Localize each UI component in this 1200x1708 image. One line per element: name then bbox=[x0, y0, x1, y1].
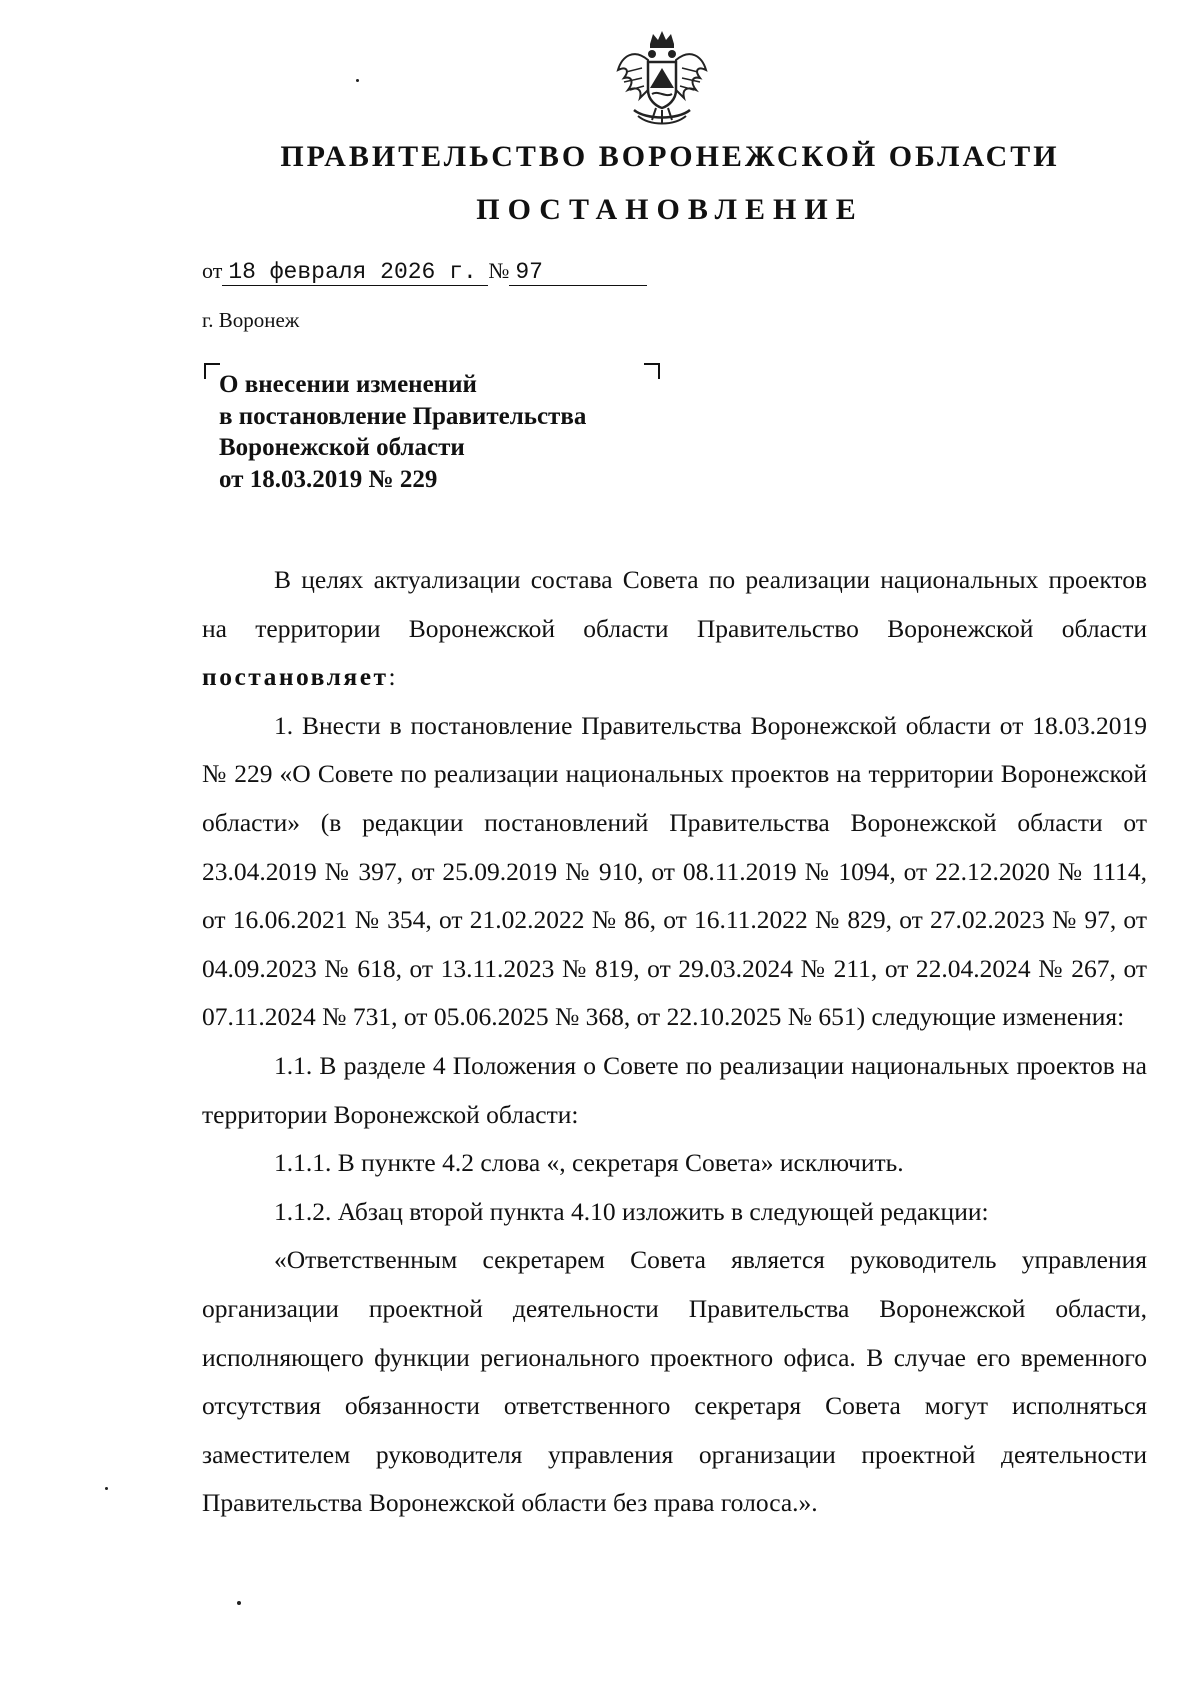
subject-corner-mark bbox=[204, 363, 220, 379]
preamble-paragraph bbox=[202, 556, 1147, 702]
scan-speck bbox=[105, 1487, 108, 1490]
city: г. Воронеж bbox=[202, 308, 300, 332]
resolves-word: постановляет bbox=[202, 662, 389, 692]
document-body bbox=[202, 556, 1147, 1528]
scan-speck bbox=[356, 79, 359, 82]
government-title: ПРАВИТЕЛЬСТВО ВОРОНЕЖСКОЙ ОБЛАСТИ bbox=[280, 140, 1060, 173]
subject-line: Воронежской области bbox=[219, 434, 465, 461]
number-label: № bbox=[488, 258, 510, 283]
scan-speck bbox=[237, 1601, 241, 1605]
quoted-text: «Ответственным секретарем Совета является руководитель управления организации проектной деятельности Правительства Воронежской области, исполняющего функции регионального проектного офиса. В случае его временного отсутствия обязанности ответственного секретаря Совета могут исполняться заместителем руководителя управления организации проектной деятельности Правительства Воронежской области без права голоса.». bbox=[202, 1245, 1147, 1518]
subject-line: в постановление Правительства bbox=[219, 402, 587, 430]
paragraph-1-1: 1.1. В разделе 4 Положения о Совете по реализации национальных проектов на территории Воронежской области: bbox=[202, 1050, 1147, 1129]
paragraph-1-1-2: 1.1.2. Абзац второй пункта 4.10 изложить в следующей редакции: bbox=[274, 1196, 989, 1226]
coat-of-arms-icon bbox=[612, 28, 712, 128]
from-label: от bbox=[202, 258, 223, 283]
subject-line: от 18.03.2019 № 229 bbox=[219, 465, 438, 493]
document-type: ПОСТАНОВЛЕНИЕ bbox=[476, 193, 864, 226]
registration-line bbox=[202, 258, 647, 286]
paragraph-1: 1. Внести в постановление Правительства Воронежской области от 18.03.2019 № 229 «О Совете по реализации национальных проектов на территории Воронежской области» (в редакции постановлений Правительства Воронежской области от 23.04.2019 № 397, от 25.09.2019 № 910, от 08.11.2019 № 1094, от 22.12.2020 № 1114, от 16.06.2021 № 354, от 21.02.2022 № 86, от 16.11.2022 № 829, от 27.02.2023 № 97, от 04.09.2023 № 618, от 13.11.2023 № 819, от 29.03.2024 № 211, от 22.04.2024 № 267, от 07.11.2024 № 731, от 05.06.2025 № 368, от 22.10.2025 № 651) следующие изменения: bbox=[202, 710, 1147, 1032]
subject-line: О внесении изменений bbox=[219, 371, 477, 398]
resolves-colon: : bbox=[388, 662, 396, 692]
paragraph-1-1-1: 1.1.1. В пункте 4.2 слова «, секретаря Совета» исключить. bbox=[274, 1148, 904, 1178]
subject-corner-mark bbox=[644, 363, 660, 379]
preamble-text: В целях актуализации состава Совета по реализации национальных проектов на территории Воронежской области Правительство Воронежской области bbox=[202, 565, 1147, 643]
document-date: 18 февраля 2026 г. bbox=[222, 259, 488, 286]
document-subject bbox=[219, 369, 586, 495]
document-number: 97 bbox=[509, 259, 647, 286]
